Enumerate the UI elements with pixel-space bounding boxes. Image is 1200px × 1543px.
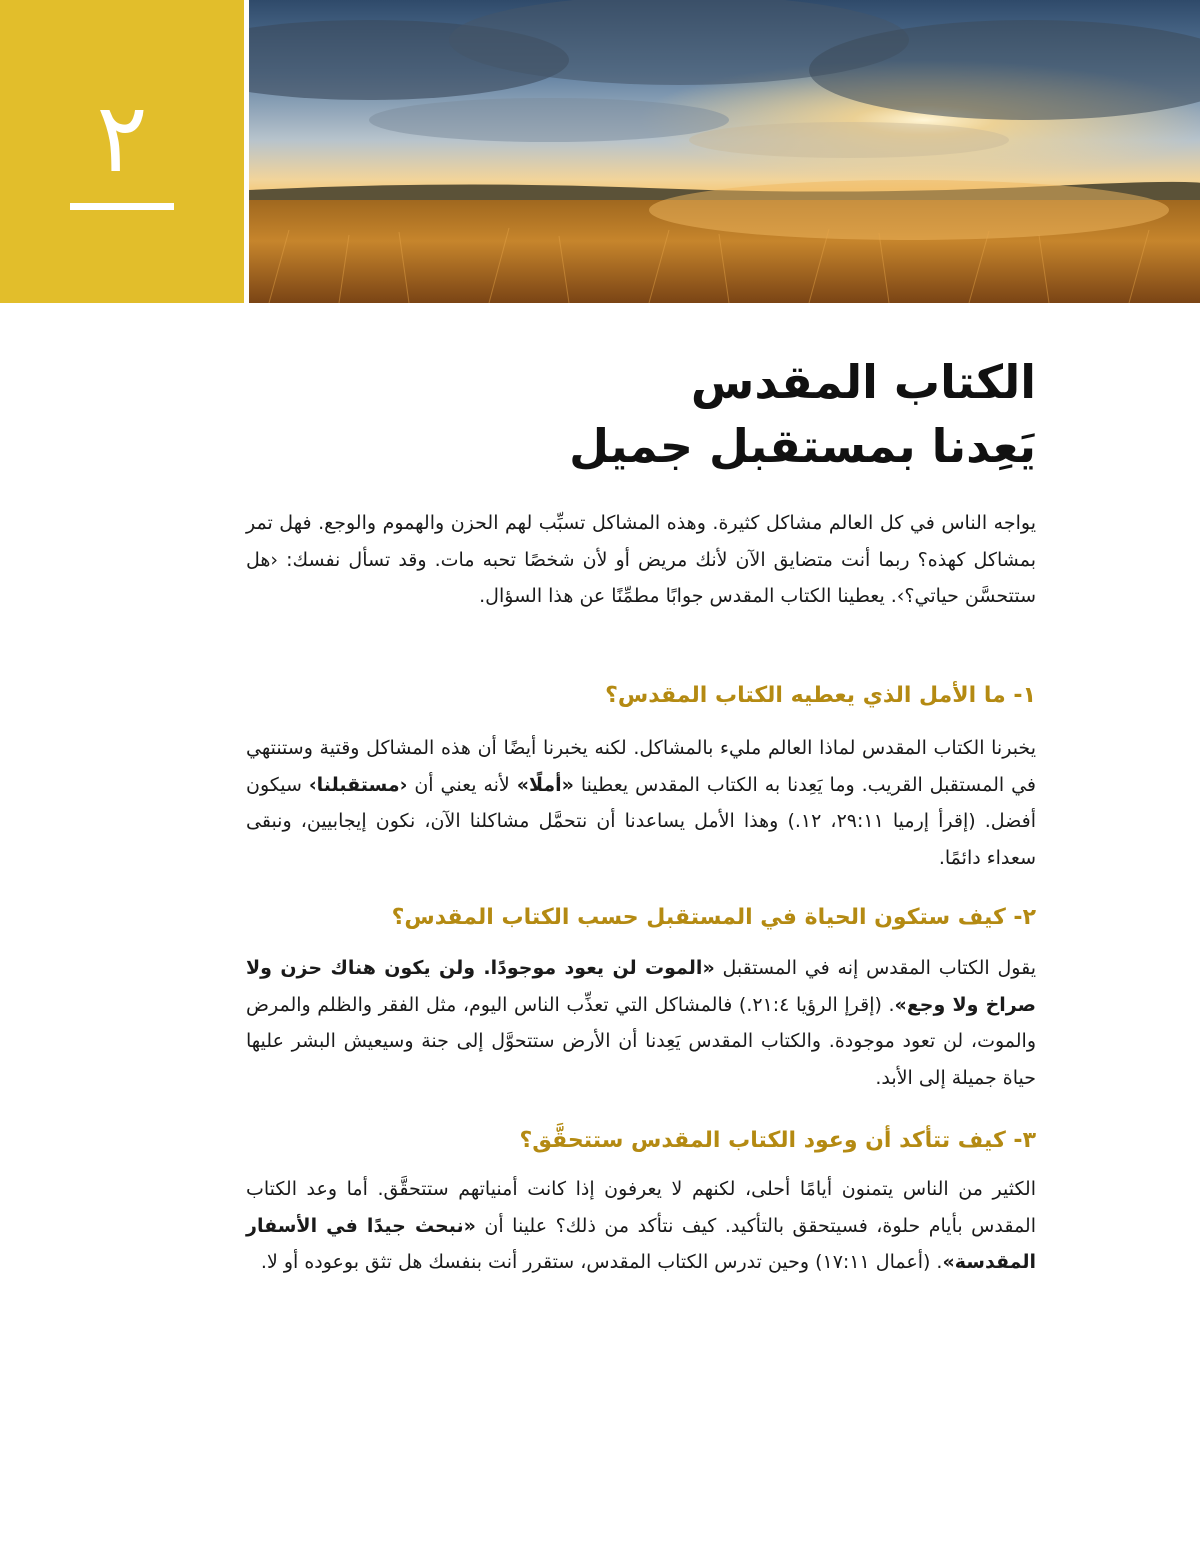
section-1-text-part-1: يخبرنا الكتاب المقدس لماذا العالم مليء بالمشاكل. لكنه يخبرنا أيضًا أن هذه المشاكل وقتية وستنتهي في المستقبل القريب. وما يَعِدنا به الكتاب المقدس يعطينا: [246, 737, 1036, 796]
section-3-text: [246, 1171, 1036, 1281]
section-2-text-part-1: يقول الكتاب المقدس إنه في المستقبل: [714, 957, 1036, 979]
section-2-bold-quote: «الموت لن يعود موجودًا. ولن يكون هناك حزن ولا صراخ ولا وجع»: [246, 957, 1036, 1016]
section-1-text: [246, 730, 1036, 876]
section-1-text-part-3: سيكون أفضل. (إقرأ إرميا ٢٩:١١، ١٢.) وهذا الأمل يساعدنا أن نتحمَّل مشاكلنا الآن، نكون إيجابيين، ونبقى سعداء دائمًا.: [246, 773, 1037, 869]
question-heading-2: ٢- كيف ستكون الحياة في المستقبل حسب الكتاب المقدس؟: [391, 905, 1036, 930]
question-heading-3: ٣- كيف تتأكد أن وعود الكتاب المقدس ستتحقَّق؟: [519, 1128, 1036, 1153]
chapter-number: ٢: [96, 82, 148, 194]
section-3-bold-quote: «نبحث جيدًا في الأسفار المقدسة»: [246, 1214, 1036, 1273]
section-2-text-part-2: . (إقرإ الرؤيا ٢١:٤.) فالمشاكل التي تعذِّب الناس اليوم، مثل الفقر والظلم والمرض والموت، لن تعود موجودة. والكتاب المقدس يَعِدنا أن الأرض ستتحوَّل إلى جنة وسيعيش البشر عليها حياة جميلة إلى الأبد.: [246, 993, 1036, 1089]
page-title-line-1: الكتاب المقدس: [690, 355, 1036, 409]
page-title-line-2: يَعِدنا بمستقبل جميل: [569, 419, 1036, 473]
section-3-text-part-2: . (أعمال ١٧:١١) وحين تدرس الكتاب المقدس، ستقرر أنت بنفسك هل تثق بوعوده أو لا.: [260, 1251, 943, 1273]
chapter-number-underline: [70, 203, 174, 210]
section-2-paragraph: [246, 950, 1036, 1096]
section-2-text: [246, 950, 1036, 1096]
section-1-bold-hope: «أملًا»: [516, 773, 574, 796]
page-title: [236, 350, 1036, 478]
chapter-number-box: [0, 0, 244, 303]
section-3-paragraph: [246, 1171, 1036, 1281]
section-1-paragraph: [246, 730, 1036, 876]
intro-text: يواجه الناس في كل العالم مشاكل كثيرة. وهذه المشاكل تسبِّب لهم الحزن والهموم والوجع. فهل تمر بمشاكل كهذه؟ ربما أنت متضايق الآن لأنك مريض أو لأن شخصًا تحبه مات. وقد تسأل نفسك: ‹هل ستتحسَّن حياتي؟›. يعطينا الكتاب المقدس جوابًا مطمِّنًا عن هذا السؤال.: [246, 512, 1036, 607]
question-heading-1: ١- ما الأمل الذي يعطيه الكتاب المقدس؟: [605, 683, 1036, 708]
section-3-text-part-1: الكثير من الناس يتمنون أيامًا أحلى، لكنهم لا يعرفون إذا كانت أمنياتهم ستتحقَّق. أما وعد الكتاب المقدس بأيام حلوة، فسيتحقق بالتأكيد. كيف نتأكد من ذلك؟ علينا أن: [246, 1178, 1036, 1237]
wheat-field-sunset-photo: [249, 0, 1200, 303]
section-1-text-part-2: لأنه يعني أن: [407, 773, 517, 796]
section-1-bold-future: ‹مستقبلنا›: [308, 773, 408, 796]
intro-paragraph: [246, 505, 1036, 615]
